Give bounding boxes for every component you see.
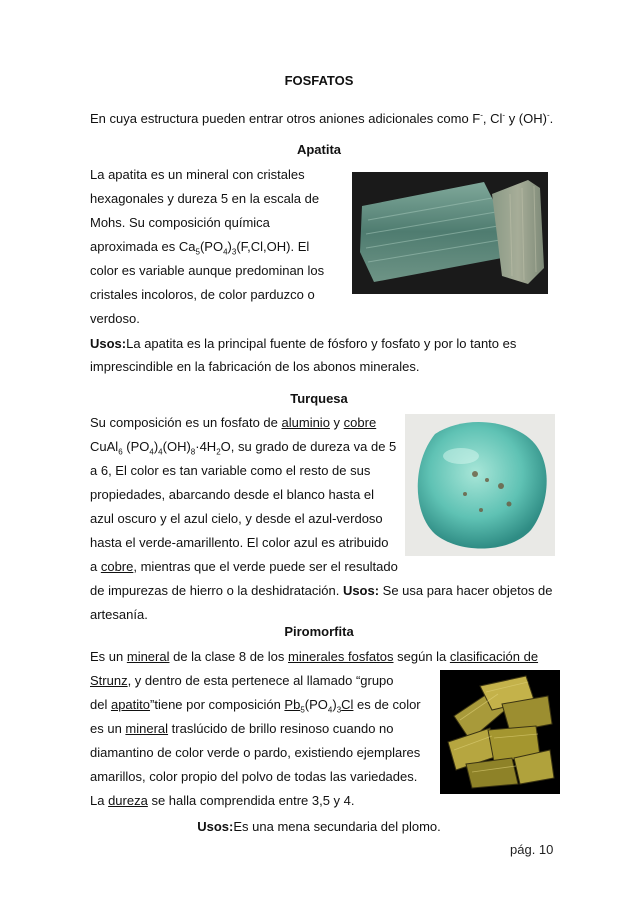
- link-mineral[interactable]: mineral: [126, 649, 170, 664]
- apatita-line: color es variable aunque predominan los: [90, 263, 325, 278]
- pyromorphite-mineral-image: [440, 670, 560, 794]
- turquesa-formula-line: CuAl$_6$ $(PO_4)_4(OH)_8\cdot 4H_2O$, su grado de dureza va de 5: [90, 439, 397, 457]
- piromorfita-formula-line: del apatito”tiene por composición $Pb_5(PO_4)_3Cl$ es de color: [90, 697, 421, 715]
- link-minerales-fosfatos[interactable]: minerales fosfatos: [288, 649, 394, 664]
- apatita-formula-line: aproximada es $Ca_5(PO_4)_3(F,Cl,OH)$. El: [90, 239, 310, 257]
- apatita-usos-line: Usos:La apatita es la principal fuente de fósforo y fosfato y por lo tanto es: [90, 336, 517, 351]
- link-aluminio[interactable]: aluminio: [281, 415, 330, 430]
- page-title: FOSFATOS: [284, 73, 354, 88]
- turquesa-line: azul oscuro y el azul cielo, y desde el azul-verdoso: [90, 511, 383, 526]
- link-dureza[interactable]: dureza: [108, 793, 148, 808]
- section-heading-piromorfita: Piromorfita: [284, 624, 354, 639]
- turquesa-usos-line: de impurezas de hierro o la deshidratación. Usos: Se usa para hacer objetos de: [90, 583, 553, 598]
- apatita-line: Mohs. Su composición química: [90, 215, 270, 230]
- page-number: pág. 10: [510, 842, 554, 857]
- apatita-line: verdoso.: [90, 311, 140, 326]
- piromorfita-line: es un mineral traslúcido de brillo resinoso cuando no: [90, 721, 394, 736]
- apatita-usos-line: imprescindible en la fabricación de los abonos minerales.: [90, 359, 420, 374]
- intro-paragraph: En cuya estructura pueden entrar otros aniones adicionales como F-, Cl- y (OH)-.: [90, 110, 554, 126]
- apatita-line: cristales incoloros, de color parduzco o: [90, 287, 315, 302]
- turquesa-line: propiedades, abarcando desde el blanco hasta el: [90, 487, 375, 502]
- link-clasificacion[interactable]: clasificación de: [449, 649, 539, 664]
- link-cl[interactable]: Cl: [341, 697, 354, 712]
- section-heading-turquesa: Turquesa: [290, 391, 348, 406]
- turquesa-line: a cobre, mientras que el verde puede ser el resultado: [90, 559, 398, 574]
- turquesa-line: a 6, El color es tan variable como el resto de sus: [90, 463, 371, 478]
- link-mineral[interactable]: mineral: [125, 721, 169, 736]
- link-cobre[interactable]: cobre: [343, 415, 377, 430]
- section-heading-apatita: Apatita: [296, 142, 342, 157]
- piromorfita-line: Strunz, y dentro de esta pertenece al llamado “grupo: [90, 673, 394, 688]
- apatita-line: La apatita es un mineral con cristales: [90, 167, 305, 182]
- link-apatito[interactable]: apatito: [110, 697, 151, 712]
- piromorfita-usos-line: Usos:Es una mena secundaria del plomo.: [197, 819, 441, 834]
- turquesa-line: Su composición es un fosfato de aluminio y cobre: [90, 415, 377, 430]
- apatite-mineral-image: [352, 172, 548, 294]
- link-pb[interactable]: Pb: [284, 697, 301, 712]
- piromorfita-line: diamantino de color verde o pardo, existiendo ejemplares: [90, 745, 421, 760]
- link-strunz[interactable]: Strunz: [90, 673, 128, 688]
- piromorfita-line: Es un mineral de la clase 8 de los minerales fosfatos según la clasificación de: [90, 649, 539, 664]
- apatita-line: hexagonales y dureza 5 en la escala de: [90, 191, 320, 206]
- turquesa-line: artesanía.: [90, 607, 148, 622]
- link-cobre[interactable]: cobre: [100, 559, 134, 574]
- piromorfita-line: amarillos, color propio del polvo de todas las variedades.: [90, 769, 418, 784]
- turquesa-line: hasta el verde-amarillento. El color azul es atribuido: [90, 535, 389, 550]
- piromorfita-line: La dureza se halla comprendida entre 3,5 y 4.: [90, 793, 355, 808]
- turquoise-mineral-image: [405, 414, 555, 556]
